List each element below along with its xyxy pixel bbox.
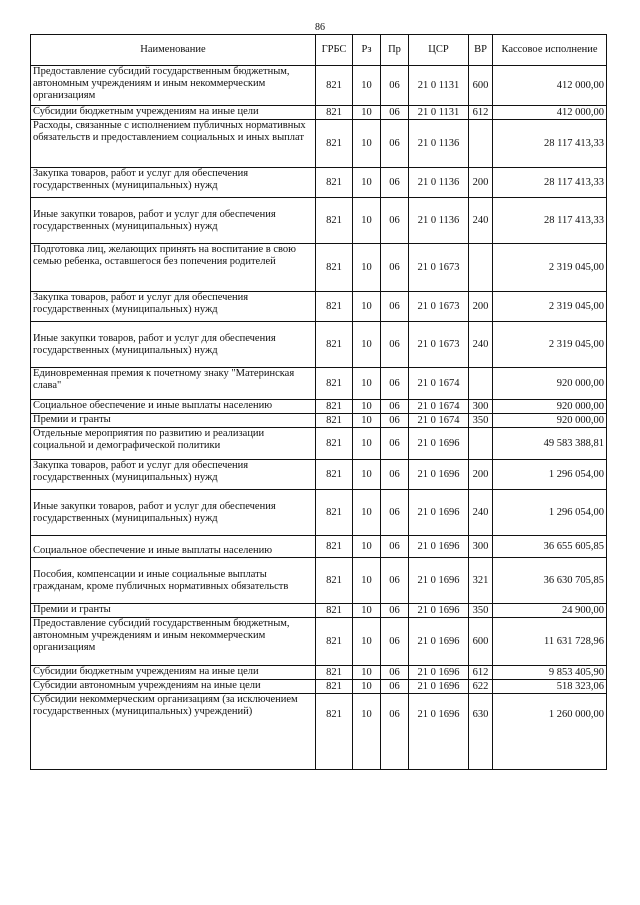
- row-csr: 21 0 1136: [409, 198, 469, 244]
- table-row: [31, 292, 607, 322]
- row-grbs: 821: [316, 428, 353, 460]
- row-csr: 21 0 1674: [409, 414, 469, 428]
- table-row: [31, 536, 607, 558]
- row-csr: 21 0 1673: [409, 244, 469, 292]
- budget-execution-table: [30, 34, 607, 770]
- table-row: [31, 694, 607, 770]
- header-name: Наименование: [31, 35, 316, 66]
- row-pr: 06: [381, 460, 409, 490]
- table-header-row: [31, 35, 607, 66]
- row-vr: [469, 368, 493, 400]
- row-pr: 06: [381, 428, 409, 460]
- row-vr: 300: [469, 400, 493, 414]
- row-grbs: 821: [316, 368, 353, 400]
- row-pr: 06: [381, 414, 409, 428]
- table-row: [31, 680, 607, 694]
- row-pr: 06: [381, 322, 409, 368]
- row-vr: 240: [469, 322, 493, 368]
- row-rz: 10: [353, 460, 381, 490]
- header-grbs: ГРБС: [316, 35, 353, 66]
- row-csr: 21 0 1696: [409, 490, 469, 536]
- row-name: Закупка товаров, работ и услуг для обеспечения государственных (муниципальных) нужд: [31, 460, 316, 490]
- table-row: [31, 106, 607, 120]
- row-amount: 28 117 413,33: [493, 198, 607, 244]
- row-rz: 10: [353, 428, 381, 460]
- table-row: [31, 400, 607, 414]
- row-vr: 240: [469, 198, 493, 244]
- row-csr: 21 0 1696: [409, 680, 469, 694]
- row-pr: 06: [381, 400, 409, 414]
- row-rz: 10: [353, 680, 381, 694]
- row-grbs: 821: [316, 400, 353, 414]
- row-amount: 412 000,00: [493, 106, 607, 120]
- row-grbs: 821: [316, 536, 353, 558]
- row-rz: 10: [353, 66, 381, 106]
- row-rz: 10: [353, 292, 381, 322]
- row-vr: 321: [469, 558, 493, 604]
- row-vr: 350: [469, 604, 493, 618]
- row-grbs: 821: [316, 460, 353, 490]
- row-rz: 10: [353, 322, 381, 368]
- row-pr: 06: [381, 368, 409, 400]
- table-row: [31, 460, 607, 490]
- row-csr: 21 0 1696: [409, 558, 469, 604]
- row-pr: 06: [381, 694, 409, 770]
- row-name: Отдельные мероприятия по развитию и реализации социальной и демографической политики: [31, 428, 316, 460]
- table-row: [31, 66, 607, 106]
- row-vr: 350: [469, 414, 493, 428]
- row-name: Пособия, компенсации и иные социальные выплаты гражданам, кроме публичных нормативных обязательств: [31, 558, 316, 604]
- row-name: Социальное обеспечение и иные выплаты населению: [31, 536, 316, 558]
- row-pr: 06: [381, 106, 409, 120]
- row-vr: [469, 244, 493, 292]
- row-amount: 2 319 045,00: [493, 292, 607, 322]
- row-vr: 622: [469, 680, 493, 694]
- row-csr: 21 0 1696: [409, 666, 469, 680]
- row-name: Иные закупки товаров, работ и услуг для обеспечения государственных (муниципальных) нужд: [31, 198, 316, 244]
- row-vr: [469, 120, 493, 168]
- row-amount: 28 117 413,33: [493, 168, 607, 198]
- row-vr: 612: [469, 666, 493, 680]
- table-row: [31, 168, 607, 198]
- row-name: Расходы, связанные с исполнением публичных нормативных обязательств и предоставлением социальных и иных выплат: [31, 120, 316, 168]
- row-grbs: 821: [316, 244, 353, 292]
- row-vr: 300: [469, 536, 493, 558]
- row-name: Иные закупки товаров, работ и услуг для обеспечения государственных (муниципальных) нужд: [31, 322, 316, 368]
- row-csr: 21 0 1696: [409, 604, 469, 618]
- table-row: [31, 428, 607, 460]
- row-csr: 21 0 1696: [409, 428, 469, 460]
- row-csr: 21 0 1696: [409, 536, 469, 558]
- row-rz: 10: [353, 694, 381, 770]
- row-grbs: 821: [316, 292, 353, 322]
- row-name: Субсидии автономным учреждениям на иные цели: [31, 680, 316, 694]
- row-grbs: 821: [316, 680, 353, 694]
- row-csr: 21 0 1131: [409, 66, 469, 106]
- row-vr: 630: [469, 694, 493, 770]
- row-name: Субсидии бюджетным учреждениям на иные цели: [31, 106, 316, 120]
- row-pr: 06: [381, 168, 409, 198]
- row-name: Субсидии некоммерческим организациям (за исключением государственных (муниципальных) учреждений): [31, 694, 316, 770]
- table-row: [31, 368, 607, 400]
- row-name: Предоставление субсидий государственным бюджетным, автономным учреждениям и иным некоммерческим организациям: [31, 618, 316, 666]
- row-pr: 06: [381, 198, 409, 244]
- row-rz: 10: [353, 490, 381, 536]
- row-name: Премии и гранты: [31, 604, 316, 618]
- row-grbs: 821: [316, 666, 353, 680]
- row-pr: 06: [381, 292, 409, 322]
- row-name: Единовременная премия к почетному знаку "Материнская слава": [31, 368, 316, 400]
- row-grbs: 821: [316, 604, 353, 618]
- table-row: [31, 666, 607, 680]
- header-amount: Кассовое исполнение: [493, 35, 607, 66]
- row-rz: 10: [353, 536, 381, 558]
- row-grbs: 821: [316, 694, 353, 770]
- row-name: Иные закупки товаров, работ и услуг для обеспечения государственных (муниципальных) нужд: [31, 490, 316, 536]
- header-rz: Рз: [353, 35, 381, 66]
- row-rz: 10: [353, 618, 381, 666]
- row-grbs: 821: [316, 618, 353, 666]
- row-amount: 24 900,00: [493, 604, 607, 618]
- row-csr: 21 0 1674: [409, 400, 469, 414]
- row-vr: 600: [469, 66, 493, 106]
- page-number: 86: [315, 22, 325, 33]
- row-rz: 10: [353, 400, 381, 414]
- row-pr: 06: [381, 66, 409, 106]
- table-row: [31, 244, 607, 292]
- row-grbs: 821: [316, 66, 353, 106]
- row-csr: 21 0 1131: [409, 106, 469, 120]
- row-amount: 920 000,00: [493, 368, 607, 400]
- row-amount: 28 117 413,33: [493, 120, 607, 168]
- header-pr: Пр: [381, 35, 409, 66]
- row-rz: 10: [353, 666, 381, 680]
- row-pr: 06: [381, 618, 409, 666]
- row-grbs: 821: [316, 198, 353, 244]
- row-amount: 1 296 054,00: [493, 460, 607, 490]
- row-amount: 518 323,06: [493, 680, 607, 694]
- row-name: Субсидии бюджетным учреждениям на иные цели: [31, 666, 316, 680]
- row-grbs: 821: [316, 106, 353, 120]
- row-grbs: 821: [316, 168, 353, 198]
- row-pr: 06: [381, 536, 409, 558]
- table-row: [31, 618, 607, 666]
- row-grbs: 821: [316, 322, 353, 368]
- row-csr: 21 0 1673: [409, 322, 469, 368]
- table-row: [31, 198, 607, 244]
- row-amount: 412 000,00: [493, 66, 607, 106]
- row-rz: 10: [353, 414, 381, 428]
- row-grbs: 821: [316, 490, 353, 536]
- row-amount: 36 630 705,85: [493, 558, 607, 604]
- row-vr: 600: [469, 618, 493, 666]
- row-amount: 1 260 000,00: [493, 694, 607, 770]
- row-csr: 21 0 1696: [409, 460, 469, 490]
- row-pr: 06: [381, 490, 409, 536]
- row-amount: 49 583 388,81: [493, 428, 607, 460]
- row-rz: 10: [353, 106, 381, 120]
- row-amount: 2 319 045,00: [493, 244, 607, 292]
- row-amount: 1 296 054,00: [493, 490, 607, 536]
- row-grbs: 821: [316, 558, 353, 604]
- table-row: [31, 558, 607, 604]
- row-name: Премии и гранты: [31, 414, 316, 428]
- row-rz: 10: [353, 368, 381, 400]
- row-vr: 200: [469, 168, 493, 198]
- row-name: Закупка товаров, работ и услуг для обеспечения государственных (муниципальных) нужд: [31, 168, 316, 198]
- row-grbs: 821: [316, 414, 353, 428]
- header-csr: ЦСР: [409, 35, 469, 66]
- row-name: Закупка товаров, работ и услуг для обеспечения государственных (муниципальных) нужд: [31, 292, 316, 322]
- row-rz: 10: [353, 604, 381, 618]
- table-row: [31, 604, 607, 618]
- row-name: Социальное обеспечение и иные выплаты населению: [31, 400, 316, 414]
- row-name: Подготовка лиц, желающих принять на воспитание в свою семью ребенка, оставшегося без попечения родителей: [31, 244, 316, 292]
- row-name: Предоставление субсидий государственным бюджетным, автономным учреждениям и иным некоммерческим организациям: [31, 66, 316, 106]
- header-vr: ВР: [469, 35, 493, 66]
- row-rz: 10: [353, 558, 381, 604]
- row-csr: 21 0 1136: [409, 168, 469, 198]
- row-pr: 06: [381, 680, 409, 694]
- row-amount: 920 000,00: [493, 400, 607, 414]
- row-vr: 240: [469, 490, 493, 536]
- row-amount: 36 655 605,85: [493, 536, 607, 558]
- row-rz: 10: [353, 168, 381, 198]
- row-grbs: 821: [316, 120, 353, 168]
- row-amount: 11 631 728,96: [493, 618, 607, 666]
- row-csr: 21 0 1696: [409, 694, 469, 770]
- table-row: [31, 490, 607, 536]
- row-vr: 612: [469, 106, 493, 120]
- row-csr: 21 0 1696: [409, 618, 469, 666]
- row-amount: 2 319 045,00: [493, 322, 607, 368]
- row-rz: 10: [353, 198, 381, 244]
- row-vr: 200: [469, 292, 493, 322]
- row-amount: 9 853 405,90: [493, 666, 607, 680]
- row-pr: 06: [381, 558, 409, 604]
- row-csr: 21 0 1674: [409, 368, 469, 400]
- row-amount: 920 000,00: [493, 414, 607, 428]
- row-pr: 06: [381, 244, 409, 292]
- row-vr: [469, 428, 493, 460]
- table-row: [31, 414, 607, 428]
- row-vr: 200: [469, 460, 493, 490]
- row-csr: 21 0 1136: [409, 120, 469, 168]
- row-pr: 06: [381, 604, 409, 618]
- table-row: [31, 322, 607, 368]
- row-csr: 21 0 1673: [409, 292, 469, 322]
- row-pr: 06: [381, 120, 409, 168]
- row-rz: 10: [353, 120, 381, 168]
- row-pr: 06: [381, 666, 409, 680]
- table-row: [31, 120, 607, 168]
- row-rz: 10: [353, 244, 381, 292]
